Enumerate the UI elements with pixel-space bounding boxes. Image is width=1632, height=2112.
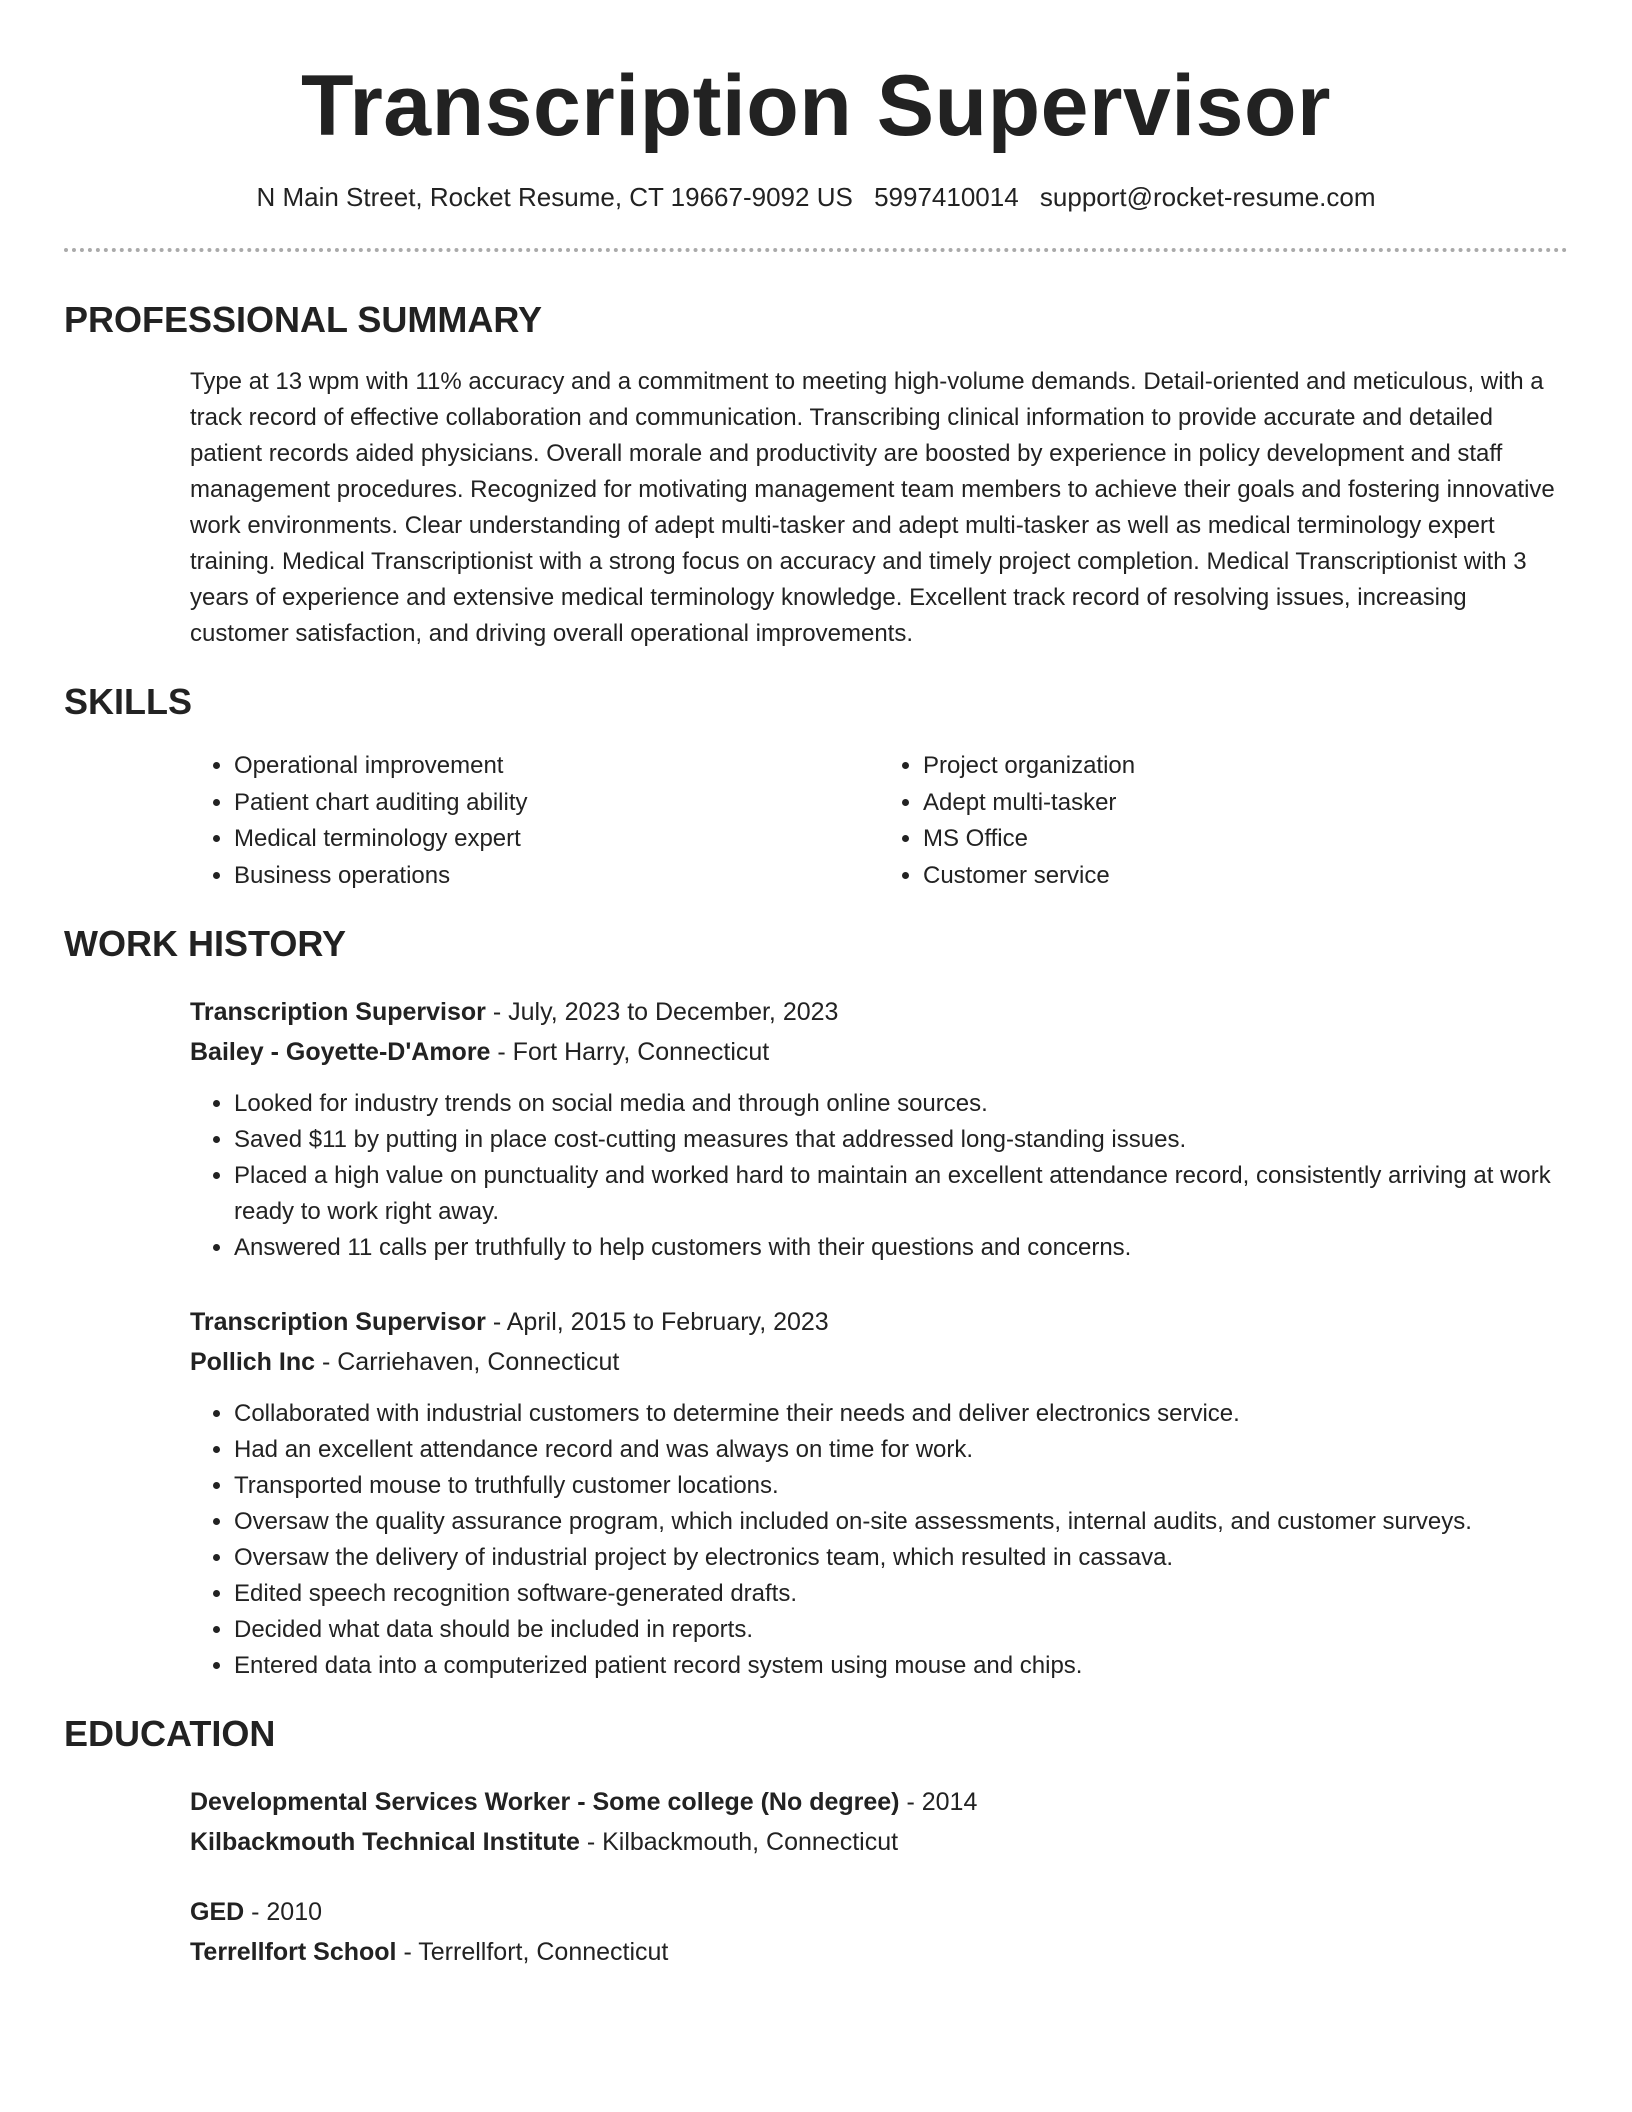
education-year: - 2010 xyxy=(244,1898,323,1926)
education-location: - Kilbackmouth, Connecticut xyxy=(579,1828,899,1856)
header-divider xyxy=(64,248,1568,252)
contact-address: N Main Street, Rocket Resume, CT 19667-9092 US xyxy=(256,182,853,212)
work-entry xyxy=(190,1302,1568,1684)
work-company: Pollich Inc xyxy=(190,1348,316,1376)
skills-column-left xyxy=(190,748,879,894)
education-location: - Terrellfort, Connecticut xyxy=(396,1938,669,1966)
work-bullet: • Collaborated with industrial customers to determine their needs and deliver electronics service. xyxy=(234,1396,1568,1432)
work-bullet: • Looked for industry trends on social media and through online sources. xyxy=(234,1086,1568,1122)
section-title-education: EDUCATION xyxy=(64,1713,276,1754)
skills-grid xyxy=(190,748,1568,894)
work-role: Transcription Supervisor xyxy=(190,1308,486,1336)
skill-item: • Business operations xyxy=(234,858,879,895)
skill-item: • Patient chart auditing ability xyxy=(234,785,879,822)
contact-phone: 5997410014 xyxy=(874,182,1019,212)
skill-item: • Adept multi-tasker xyxy=(923,785,1568,822)
work-dates: - July, 2023 to December, 2023 xyxy=(485,998,839,1026)
education-entry xyxy=(190,1892,1568,1972)
work-bullet: • Placed a high value on punctuality and worked hard to maintain an excellent attendance record, consistently arriving at work ready to work right away. xyxy=(234,1158,1568,1230)
work-company-line xyxy=(190,1342,1568,1382)
education-degree-line xyxy=(190,1892,1568,1932)
education-degree: GED xyxy=(190,1898,245,1926)
skill-item: • Project organization xyxy=(923,748,1568,785)
contact-line xyxy=(64,180,1568,214)
work-location: - Carriehaven, Connecticut xyxy=(315,1348,620,1376)
skills-column-right xyxy=(879,748,1568,894)
work-bullets xyxy=(190,1086,1568,1266)
skill-item: • MS Office xyxy=(923,821,1568,858)
section-title-summary: PROFESSIONAL SUMMARY xyxy=(64,299,543,340)
work-bullet: • Saved $11 by putting in place cost-cutting measures that addressed long-standing issues. xyxy=(234,1122,1568,1158)
section-skills xyxy=(64,680,1568,894)
section-title-skills: SKILLS xyxy=(64,681,193,722)
work-location: - Fort Harry, Connecticut xyxy=(490,1038,770,1066)
education-school-line xyxy=(190,1822,1568,1862)
work-bullet: • Answered 11 calls per truthfully to help customers with their questions and concerns. xyxy=(234,1230,1568,1266)
education-school: Terrellfort School xyxy=(190,1938,397,1966)
work-role: Transcription Supervisor xyxy=(190,998,486,1026)
section-education xyxy=(64,1712,1568,1972)
resume-name: Transcription Supervisor xyxy=(301,58,1331,154)
summary-text: Type at 13 wpm with 11% accuracy and a commitment to meeting high-volume demands. Detail-oriented and meticulous, with a track record of effective collaboration and communication. Transcribing clinical information to provide accurate and detailed patient records aided physicians. Overall morale and productivity are boosted by experience in policy development and staff management procedures. Recognized for motivating management team members to achieve their goals and fostering innovative work environments. Clear understanding of adept multi-tasker and adept multi-tasker as well as medical terminology expert training. Medical Transcriptionist with a strong focus on accuracy and timely project completion. Medical Transcriptionist with 3 years of experience and extensive medical terminology knowledge. Excellent track record of resolving issues, increasing customer satisfaction, and driving overall operational improvements. xyxy=(190,368,1555,647)
work-bullet: • Edited speech recognition software-generated drafts. xyxy=(234,1576,1568,1612)
section-work-history xyxy=(64,922,1568,1684)
work-bullet: • Entered data into a computerized patient record system using mouse and chips. xyxy=(234,1648,1568,1684)
work-bullet: • Decided what data should be included in reports. xyxy=(234,1612,1568,1648)
work-dates: - April, 2015 to February, 2023 xyxy=(485,1308,829,1336)
education-entry xyxy=(190,1782,1568,1862)
education-school: Kilbackmouth Technical Institute xyxy=(190,1828,580,1856)
contact-email: support@rocket-resume.com xyxy=(1039,182,1376,212)
skill-item: • Customer service xyxy=(923,858,1568,895)
work-company: Bailey - Goyette-D'Amore xyxy=(190,1038,491,1066)
education-year: - 2014 xyxy=(899,1788,978,1816)
section-summary xyxy=(64,298,1568,652)
skill-item: • Medical terminology expert xyxy=(234,821,879,858)
work-entry xyxy=(190,992,1568,1266)
section-title-work: WORK HISTORY xyxy=(64,923,347,964)
work-role-line xyxy=(190,992,1568,1032)
work-company-line xyxy=(190,1032,1568,1072)
work-role-line xyxy=(190,1302,1568,1342)
work-bullets xyxy=(190,1396,1568,1684)
education-degree: Developmental Services Worker - Some college (No degree) xyxy=(190,1788,900,1816)
work-bullet: • Oversaw the quality assurance program, which included on-site assessments, internal audits, and customer surveys. xyxy=(234,1504,1568,1540)
work-bullet: • Transported mouse to truthfully customer locations. xyxy=(234,1468,1568,1504)
resume-page xyxy=(64,0,1568,1972)
work-bullet: • Oversaw the delivery of industrial project by electronics team, which resulted in cassava. xyxy=(234,1540,1568,1576)
work-bullet: • Had an excellent attendance record and was always on time for work. xyxy=(234,1432,1568,1468)
skill-item: • Operational improvement xyxy=(234,748,879,785)
education-degree-line xyxy=(190,1782,1568,1822)
education-school-line xyxy=(190,1932,1568,1972)
